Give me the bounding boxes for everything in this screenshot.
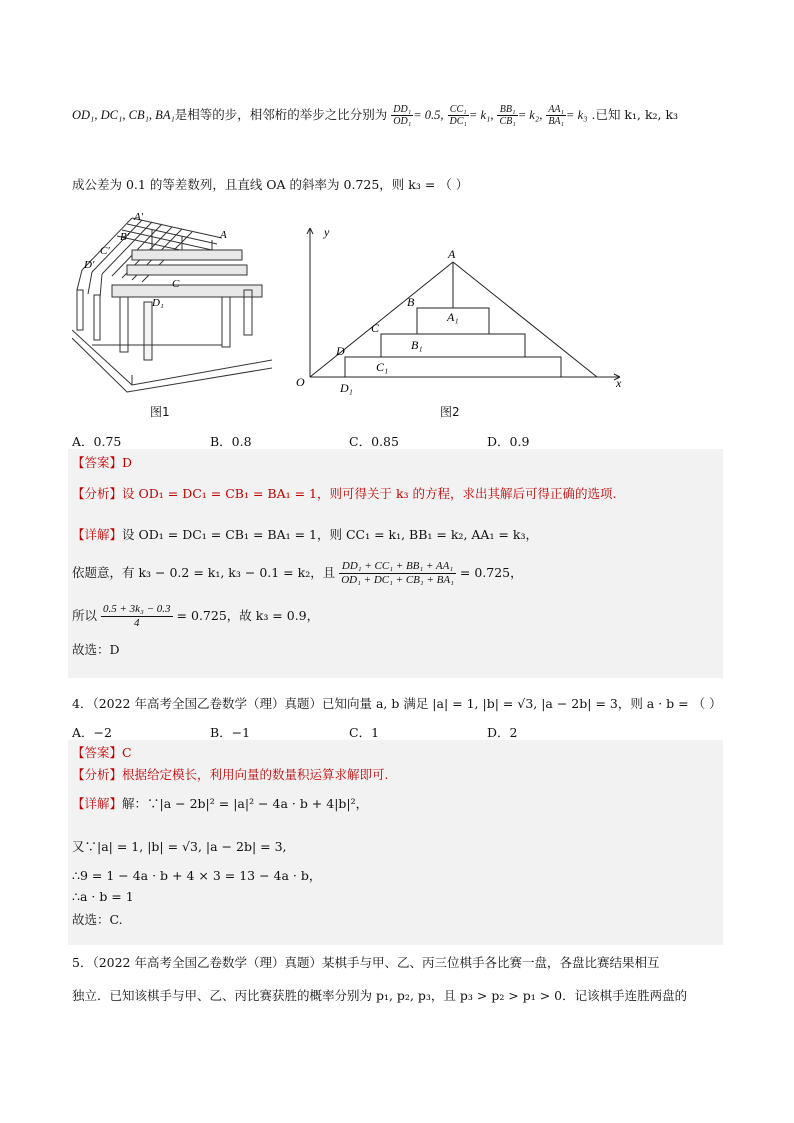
p3-answer: 【答案】D: [72, 455, 133, 470]
p4-answer-value: C: [122, 745, 132, 760]
fig1-label-a: A: [220, 229, 227, 241]
problem3-line1: [72, 104, 678, 127]
ratio-1-value: = 0.5,: [413, 108, 444, 122]
p3-detail2: [72, 560, 523, 587]
p4-detail3: ∴9 = 1 − 4a · b + 4 × 3 = 13 − 4a · b，: [72, 868, 322, 883]
fig2-label-x: x: [616, 376, 622, 390]
ratio-2: $\frac{\text{CC₁}}{\text{DC₁}}$: [449, 104, 467, 127]
fig1-label-d-prime: D′: [84, 259, 95, 271]
figure1-building: [72, 210, 272, 395]
p3-analysis: 【分析】设 OD₁ = DC₁ = CB₁ = BA₁ = 1，则可得关于 k₃ 的方程，求出其解后可得正确的选项.: [72, 486, 617, 501]
p4-option-c: C．1: [349, 725, 380, 740]
p3-detail1: 【详解】设 OD₁ = DC₁ = CB₁ = BA₁ = 1，则 CC₁ = k₁, BB₁ = k₂, AA₁ = k₃，: [72, 527, 538, 542]
p4-detail2: 又∵|a| = 1, |b| = √3, |a − 2b| = 3,: [72, 839, 287, 854]
problem3-segments: OD₁, DC₁, CB₁, BA₁: [72, 108, 175, 122]
p3-detail1-text: 设 OD₁ = DC₁ = CB₁ = BA₁ = 1，则 CC₁ = k₁, BB₁ = k₂, AA₁ = k₃，: [122, 527, 538, 542]
fig2-label-a1: A₁: [447, 310, 459, 324]
p4-detail4: ∴a · b = 1: [72, 889, 134, 904]
p3-option-d: D．0.9: [487, 434, 530, 449]
problem5-line2: 独立．已知该棋手与甲、乙、丙比赛获胜的概率分别为 p₁, p₂, p₃，且 p₃ > p₂ > p₁ > 0．记该棋手连胜两盘的: [72, 988, 688, 1003]
p4-option-a: A．−2: [72, 725, 112, 740]
p3-detail2-text: 依题意，有 k₃ − 0.2 = k₁, k₃ − 0.1 = k₂，且: [72, 565, 336, 580]
p3-detail3: [72, 603, 319, 630]
fig1-label-b-prime: B′: [120, 231, 130, 243]
p3-detail2-fraction: $\frac{\text{DD₁ + CC₁ + BB₁ + AA₁}}{\text{OD₁ + DC₁ + CB₁ + BA₁}}$: [341, 560, 454, 586]
figure1-caption: 图1: [150, 405, 170, 419]
p4-analysis: 【分析】根据给定模长，利用向量的数量积运算求解即可.: [72, 767, 389, 782]
p3-option-b: B．0.8: [210, 434, 252, 449]
p3-analysis-text: 设 OD₁ = DC₁ = CB₁ = BA₁ = 1，则可得关于 k₃ 的方程，求出其解后可得正确的选项.: [122, 486, 617, 501]
p3-option-a: A．0.75: [72, 434, 122, 449]
p4-detail1: 【详解】解：∵|a − 2b|² = |a|² − 4a · b + 4|b|²，: [72, 796, 369, 811]
fig2-label-d: D: [336, 344, 345, 358]
fig2-label-d1: D₁: [340, 381, 353, 395]
p3-option-c: C．0.85: [349, 434, 399, 449]
figure2-caption: 图2: [440, 405, 460, 419]
p4-conclusion: 故选：C.: [72, 912, 123, 927]
p3-detail3-fraction: $\frac{\text{0.5 + 3k₃ − 0.3}}{4}$: [103, 603, 171, 629]
fig1-label-c-prime: C′: [100, 245, 110, 257]
fig1-label-c: C: [172, 278, 180, 290]
p3-conclusion: 故选：D: [72, 642, 120, 657]
fig2-label-c1: C₁: [376, 360, 389, 374]
fig1-label-a-prime: A′: [134, 211, 144, 223]
ratio-4: $\frac{\text{AA₁}}{\text{BA₁}}$: [548, 104, 565, 127]
fig2-label-c: C: [371, 321, 380, 335]
p3-detail2-post: = 0.725，: [459, 565, 523, 580]
problem3-line2: 成公差为 0.1 的等差数列，且直线 OA 的斜率为 0.725，则 k₃ = （ ）: [72, 177, 469, 192]
fig2-label-b: B: [407, 295, 415, 309]
p3-answer-value: D: [122, 455, 133, 470]
p4-answer: 【答案】C: [72, 745, 132, 760]
fig2-label-a: A: [448, 247, 456, 261]
fig2-label-y: y: [324, 225, 330, 239]
ratio-3: $\frac{\text{BB₁}}{\text{CB₁}}$: [499, 104, 516, 127]
p3-detail3-post: = 0.725，故 k₃ = 0.9，: [176, 608, 320, 623]
problem5-line1: 5．（2022 年高考全国乙卷数学（理）真题）某棋手与甲、乙、丙三位棋手各比赛一盘，各盘比赛结果相互: [72, 955, 660, 970]
p4-option-b: B．−1: [210, 725, 251, 740]
p4-detail1-text: 解：∵|a − 2b|² = |a|² − 4a · b + 4|b|²，: [122, 796, 369, 811]
p4-option-d: D．2: [487, 725, 518, 740]
ratio-2-value: = k₁,: [468, 108, 494, 122]
ratio-1: $\frac{\text{DD₁}}{\text{OD₁}}$: [393, 104, 412, 127]
problem3-line1-text: 是相等的步，相邻桁的举步之比分别为: [174, 107, 388, 122]
p3-detail3-text: 所以: [72, 608, 98, 623]
problem3-line1-end: .已知 k₁, k₂, k₃: [591, 107, 679, 122]
fig2-label-o: O: [296, 375, 305, 389]
problem4-stem: 4．（2022 年高考全国乙卷数学（理）真题）已知向量 a, b 满足 |a| = 1, |b| = √3, |a − 2b| = 3，则 a · b = （ ）: [72, 696, 722, 711]
fig2-label-b1: B₁: [411, 338, 423, 352]
ratio-4-value: = k₃: [566, 108, 588, 122]
figure2-diagram: [290, 220, 630, 395]
ratio-3-value: = k₂,: [517, 108, 543, 122]
p4-analysis-text: 根据给定模长，利用向量的数量积运算求解即可.: [122, 767, 389, 782]
fig1-label-d1: D₁: [152, 297, 164, 309]
